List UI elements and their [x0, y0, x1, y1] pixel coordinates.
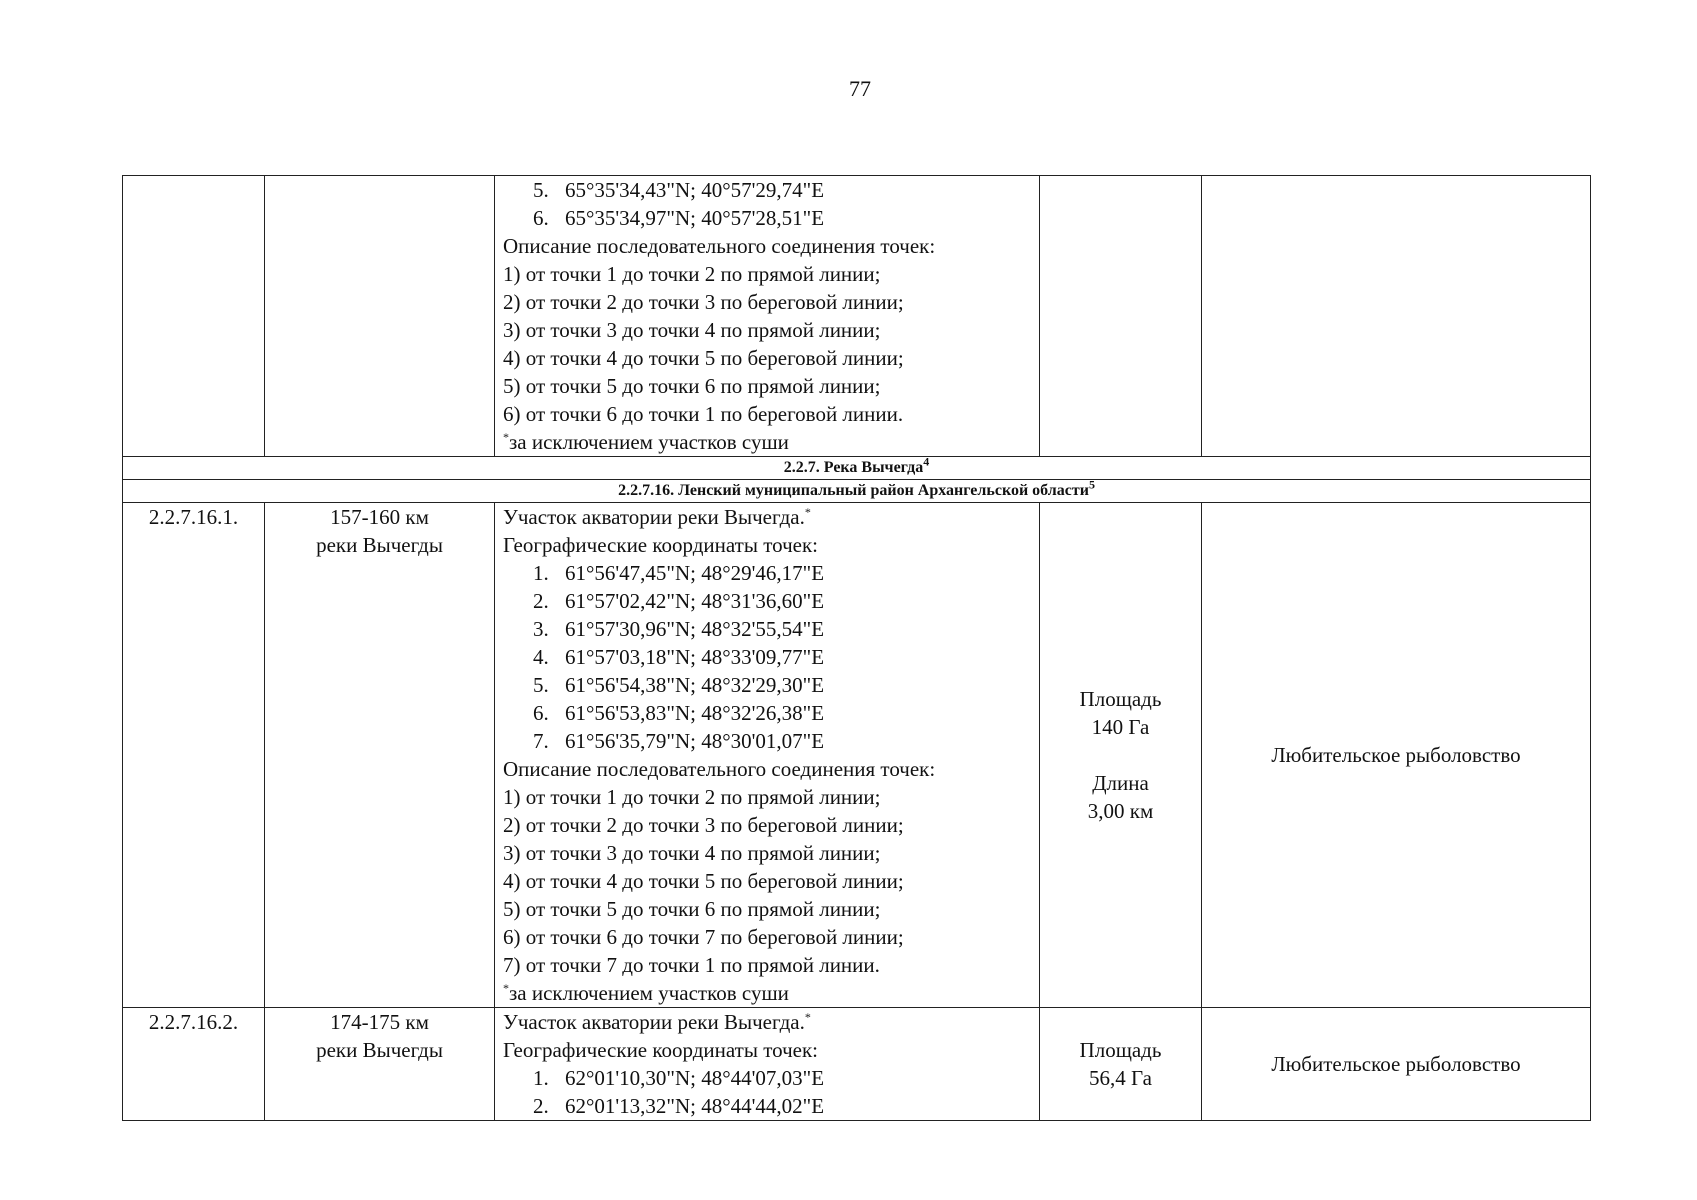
- connection-item: 2) от точки 2 до точки 3 по береговой линии;: [503, 290, 904, 314]
- connection-item: 1) от точки 1 до точки 2 по прямой линии;: [503, 785, 881, 809]
- coordinates-title: Географические координаты точек:: [503, 533, 818, 557]
- table-row: [123, 503, 1591, 1008]
- footnote-mark: 4: [923, 454, 930, 469]
- page-number: 77: [849, 76, 871, 101]
- coordinate-item: 3. 61°57'30,96"N; 48°32'55,54"E: [533, 617, 825, 641]
- cell-area: [1040, 1008, 1202, 1121]
- cell-purpose-empty: [1202, 176, 1591, 457]
- area-value: 56,4 Га: [1089, 1066, 1152, 1090]
- connection-item: 2) от точки 2 до точки 3 по береговой линии;: [503, 813, 904, 837]
- section-title: 2.2.7.16. Ленский муниципальный район Архангельской области: [618, 482, 1089, 499]
- footnote-note: *за исключением участков суши: [503, 430, 789, 454]
- footnote-mark: 5: [1088, 477, 1095, 492]
- area-heading: Участок акватории реки Вычегда.*: [503, 505, 811, 529]
- cell-location: 157-160 км реки Вычегды: [265, 503, 495, 1008]
- table-row: [123, 1008, 1591, 1121]
- cell-purpose: Любительское рыболовство: [1202, 503, 1591, 1008]
- connection-item: 3) от точки 3 до точки 4 по прямой линии;: [503, 318, 881, 342]
- coordinate-item: 1. 61°56'47,45"N; 48°29'46,17"E: [533, 561, 825, 585]
- connection-item: 4) от точки 4 до точки 5 по береговой линии;: [503, 346, 904, 370]
- connection-item: 4) от точки 4 до точки 5 по береговой линии;: [503, 869, 904, 893]
- table-row-continuation: [123, 176, 1591, 457]
- coordinate-item: 6. 61°56'53,83"N; 48°32'26,38"E: [533, 701, 825, 725]
- connection-item: 6) от точки 6 до точки 7 по береговой линии;: [503, 925, 904, 949]
- section-header-district: [123, 480, 1591, 503]
- section-title: 2.2.7. Река Вычегда: [783, 459, 924, 476]
- cell-id: 2.2.7.16.1.: [123, 503, 265, 1008]
- coordinate-item: 4. 61°57'03,18"N; 48°33'09,77"E: [533, 645, 825, 669]
- cell-area: [1040, 503, 1202, 1008]
- connection-item: 5) от точки 5 до точки 6 по прямой линии;: [503, 897, 881, 921]
- coordinate-item: 1. 62°01'10,30"N; 48°44'07,03"E: [533, 1066, 825, 1090]
- fishing-areas-table: [122, 175, 1591, 1121]
- cell-description: [495, 1008, 1040, 1121]
- connection-title: Описание последовательного соединения точек:: [503, 757, 936, 781]
- footnote-note: *за исключением участков суши: [503, 981, 789, 1005]
- cell-description: [495, 176, 1040, 457]
- coordinate-item: 5. 65°35'34,43"N; 40°57'29,74"E: [533, 178, 825, 202]
- cell-location-empty: [265, 176, 495, 457]
- area-heading: Участок акватории реки Вычегда.*: [503, 1010, 811, 1034]
- coordinate-item: 7. 61°56'35,79"N; 48°30'01,07"E: [533, 729, 825, 753]
- connection-item: 5) от точки 5 до точки 6 по прямой линии;: [503, 374, 881, 398]
- cell-id: 2.2.7.16.2.: [123, 1008, 265, 1121]
- length-value: 3,00 км: [1087, 799, 1154, 823]
- coordinate-item: 5. 61°56'54,38"N; 48°32'29,30"E: [533, 673, 825, 697]
- section-header-river: [123, 457, 1591, 480]
- area-label: Площадь: [1079, 687, 1162, 711]
- area-label: Площадь: [1079, 1038, 1162, 1062]
- area-value: 140 Га: [1091, 715, 1150, 739]
- cell-location: 174-175 км реки Вычегды: [265, 1008, 495, 1121]
- coordinate-item: 2. 61°57'02,42"N; 48°31'36,60"E: [533, 589, 825, 613]
- cell-description: [495, 503, 1040, 1008]
- connection-item: 3) от точки 3 до точки 4 по прямой линии;: [503, 841, 881, 865]
- coordinate-item: 2. 62°01'13,32"N; 48°44'44,02"E: [533, 1094, 825, 1118]
- connection-item: 6) от точки 6 до точки 1 по береговой линии.: [503, 402, 904, 426]
- length-label: Длина: [1092, 771, 1149, 795]
- cell-id-empty: [123, 176, 265, 457]
- connection-item: 7) от точки 7 до точки 1 по прямой линии.: [503, 953, 880, 977]
- coordinates-title: Географические координаты точек:: [503, 1038, 818, 1062]
- cell-purpose: Любительское рыболовство: [1202, 1008, 1591, 1121]
- connection-title: Описание последовательного соединения точек:: [503, 234, 936, 258]
- connection-item: 1) от точки 1 до точки 2 по прямой линии;: [503, 262, 881, 286]
- cell-area-empty: [1040, 176, 1202, 457]
- coordinate-item: 6. 65°35'34,97"N; 40°57'28,51"E: [533, 206, 825, 230]
